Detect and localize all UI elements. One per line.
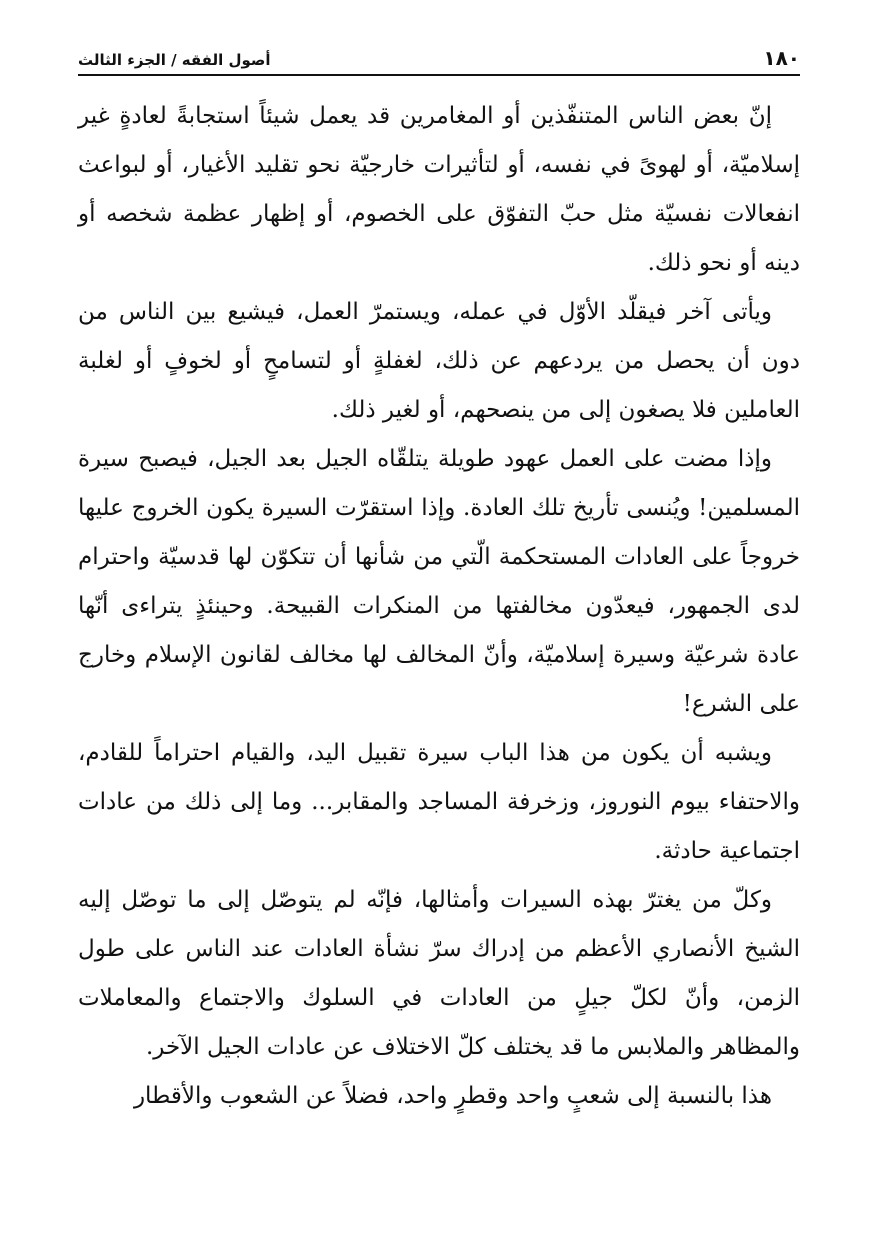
paragraph: وكلّ من يغترّ بهذه السيرات وأمثالها، فإنّه لم يتوصّل إلى ما توصّل إليه الشيخ الأنصاري الأعظم من إدراك سرّ نشأة العادات عند الناس على طول الزمن، وأنّ لكلّ جيلٍ من العادات في السلوك والاجتماع والمعاملات والمظاهر والملابس ما قد يختلف كلّ الاختلاف عن عادات الجيل الآخر. [78,887,800,1060]
paragraph: هذا بالنسبة إلى شعبٍ واحد وقطرٍ واحد، فضلاً عن الشعوب والأقطار [133,1083,772,1109]
paragraph: وإذا مضت على العمل عهود طويلة يتلقّاه الجيل بعد الجيل، فيصبح سيرة المسلمين! ويُنسى تأريخ تلك العادة. وإذا استقرّت السيرة يكون الخروج عليها خروجاً على العادات المستحكمة الّتي من شأنها أن تتكوّن لها قدسيّة واحترام لدى الجمهور، فيعدّون مخالفتها من المنكرات القبيحة. وحينئذٍ يتراءى أنّها عادة شرعيّة وسيرة إسلاميّة، وأنّ المخالف لها مخالف لقانون الإسلام وخارج على الشرع! [78,446,800,717]
header-rule [78,74,800,76]
running-header [78,40,800,74]
running-title: أصول الفقه / الجزء الثالث [78,51,271,69]
paragraph: ويأتى آخر فيقلّد الأوّل في عمله، ويستمرّ العمل، فيشيع بين الناس من دون أن يحصل من يردعهم عن ذلك، لغفلةٍ أو لتسامحٍ أو لخوفٍ أو لغلبة العاملين فلا يصغون إلى من ينصحهم، أو لغير ذلك. [78,299,800,423]
page-number: ١٨٠ [763,46,800,70]
paragraph: إنّ بعض الناس المتنفّذين أو المغامرين قد يعمل شيئاً استجابةً لعادةٍ غير إسلاميّة، أو لهوىً في نفسه، أو لتأثيرات خارجيّة نحو تقليد الأغيار، أو لبواعث انفعالات نفسيّة مثل حبّ التفوّق على الخصوم، أو إظهار عظمة شخصه أو دينه أو نحو ذلك. [78,103,800,276]
body-text [78,92,800,1121]
paragraph: ويشبه أن يكون من هذا الباب سيرة تقبيل اليد، والقيام احتراماً للقادم، والاحتفاء بيوم النوروز، وزخرفة المساجد والمقابر... وما إلى ذلك من عادات اجتماعية حادثة. [78,740,800,864]
